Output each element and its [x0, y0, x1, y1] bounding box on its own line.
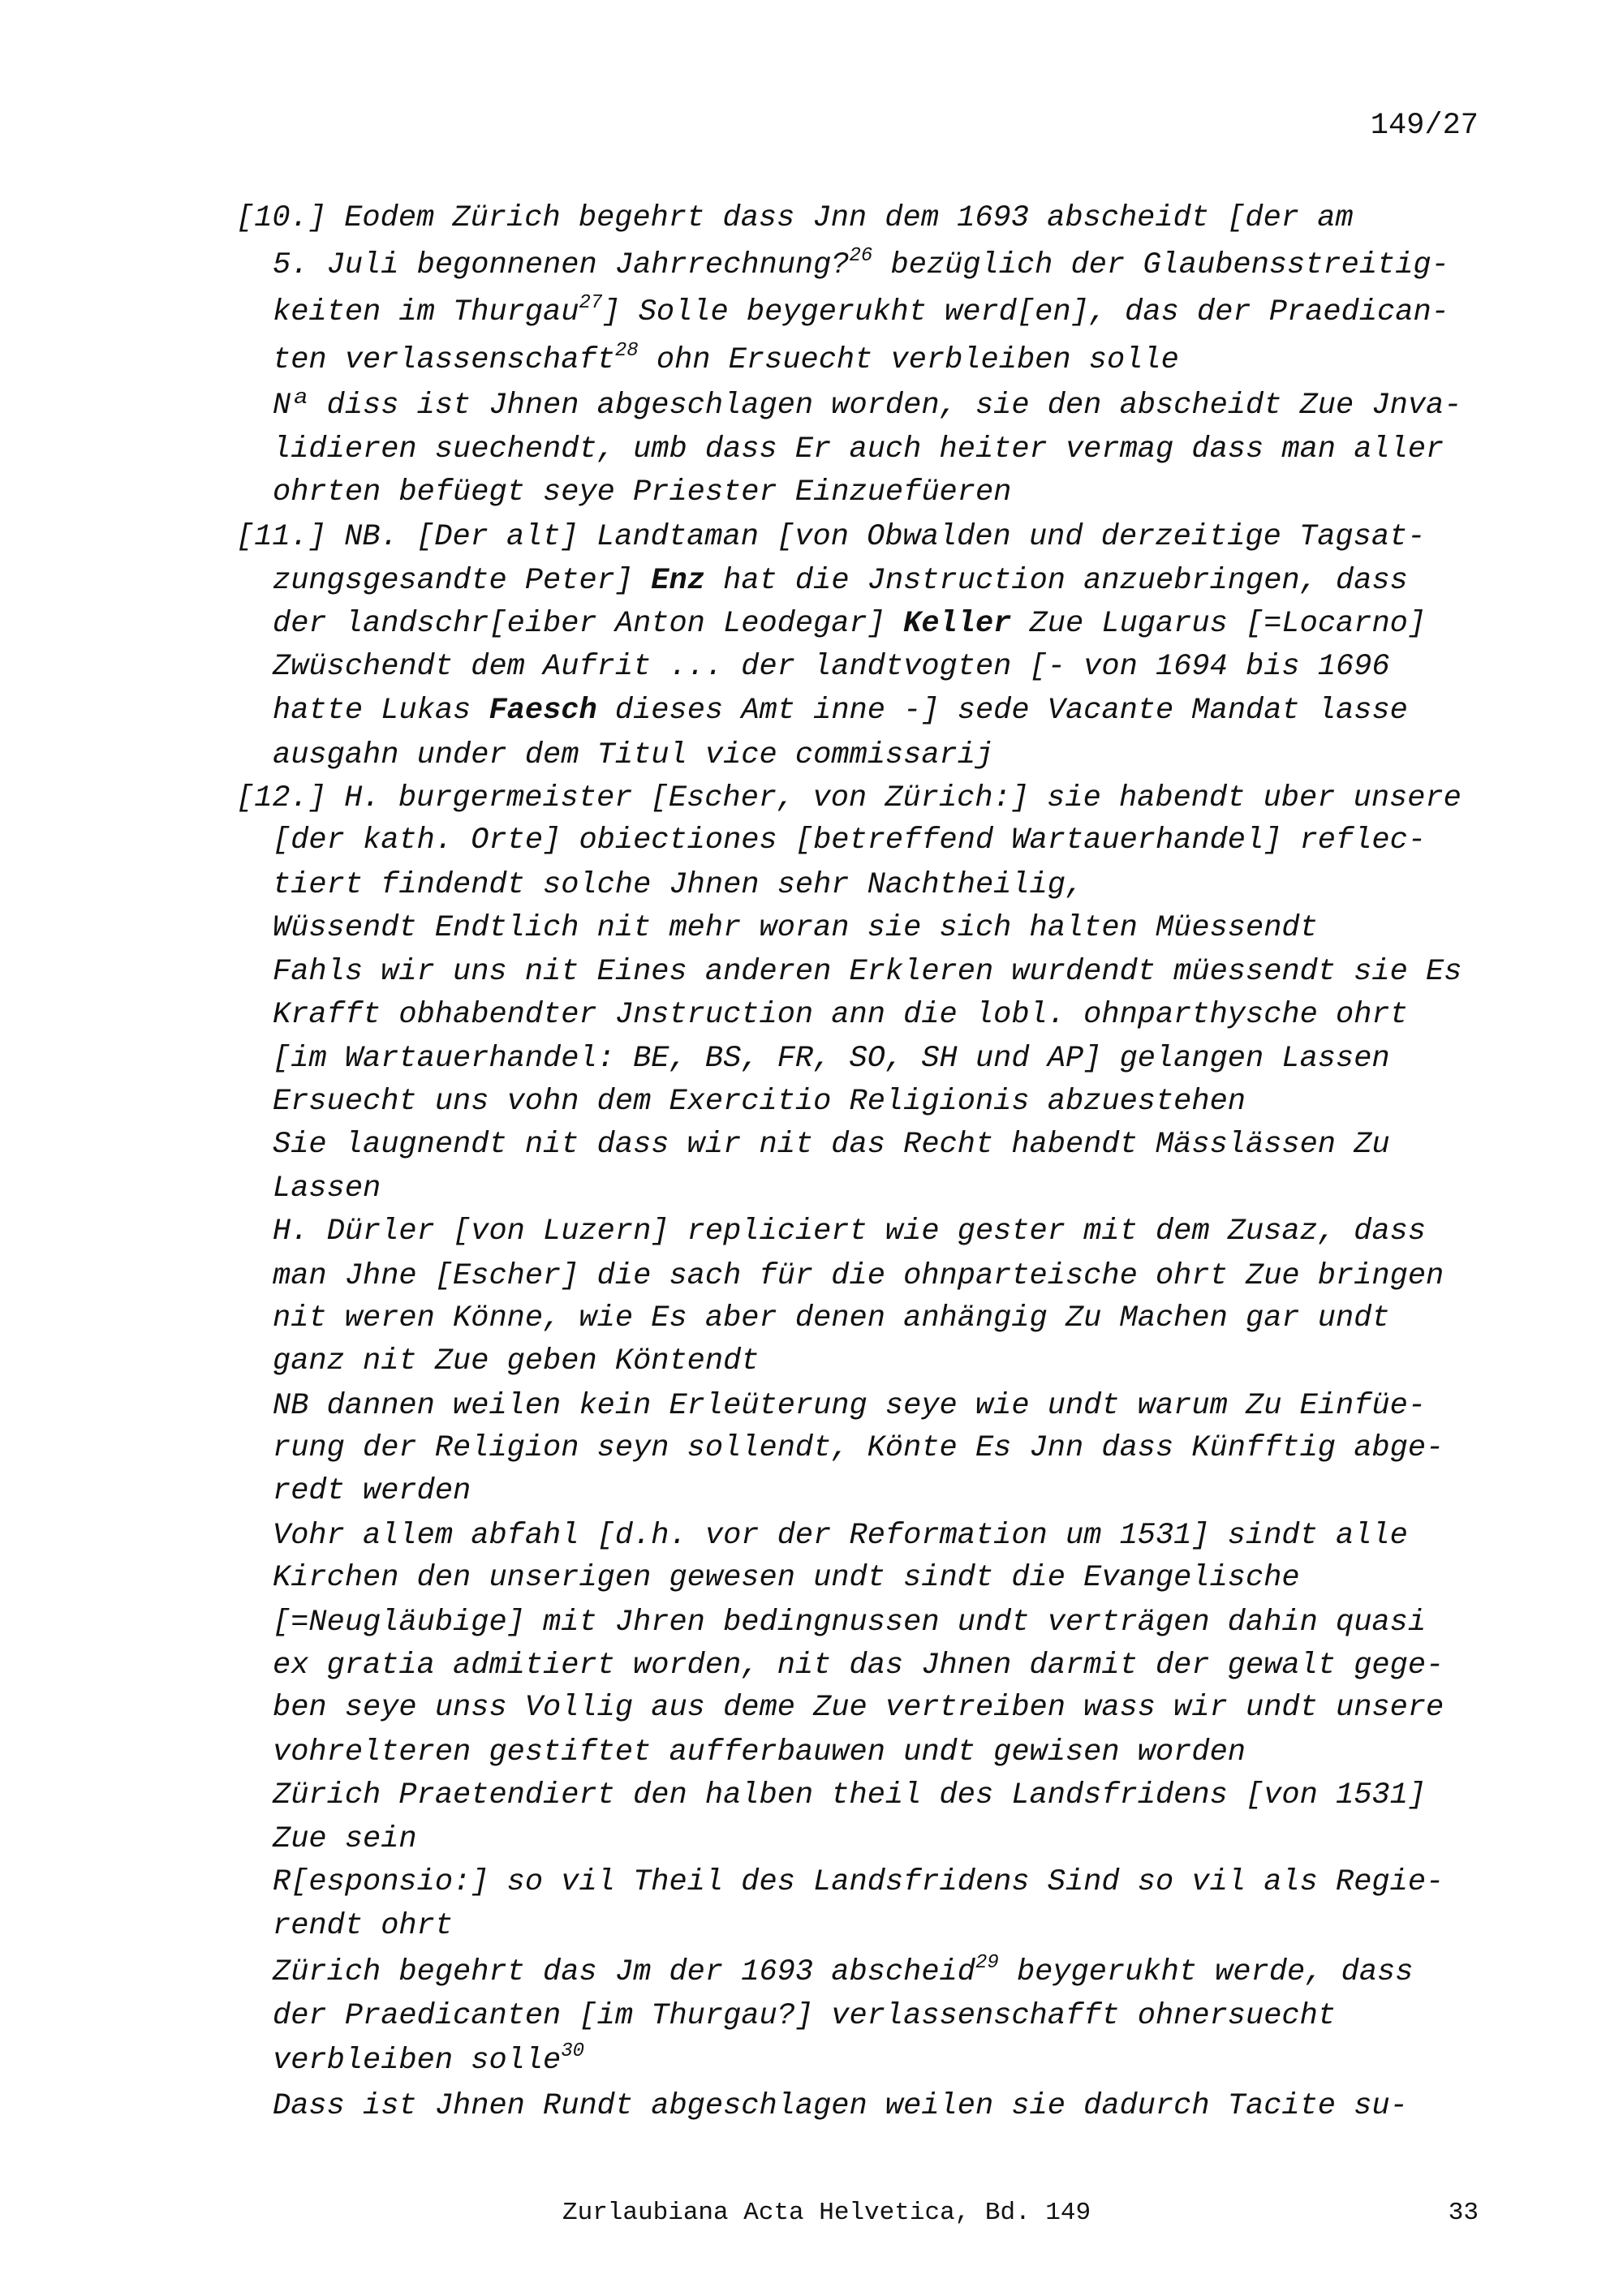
footnote-ref: 29 [975, 1952, 999, 1974]
text-line [273, 951, 1462, 993]
text-segment: ten verlassenschaft [273, 343, 615, 377]
text-line [273, 1255, 1444, 1297]
text-segment: redt werden [273, 1474, 471, 1508]
text-segment: hatte Lukas [273, 694, 489, 728]
text-line [273, 339, 1179, 385]
text-line [273, 1210, 1426, 1253]
text-segment: beygerukht werde, dass [998, 1955, 1414, 1989]
text-segment: keiten im Thurgau [273, 295, 579, 329]
text-segment: ausgahn under dem Titul vice commissarij [273, 738, 994, 772]
footer-page-number: 33 [1448, 2199, 1479, 2227]
text-segment: Dass ist Jhnen Rundt abgeschlagen weilen sie dadurch Tacite su- [273, 2089, 1408, 2123]
bold-name: Enz [651, 564, 705, 598]
text-segment: ohrten befüegt seye Priester Einzuefüeren [273, 475, 1012, 510]
text-line [273, 244, 1449, 290]
text-line [273, 690, 1408, 732]
text-segment: der Praedicanten [im Thurgau?] verlassenschafft ohnersuecht [273, 1999, 1337, 2033]
entry-first-line [236, 516, 1425, 558]
text-segment: Zwüschendt dem Aufrit ... der landtvogten [- von 1694 bis 1696 [273, 650, 1390, 684]
text-segment: Kirchen den unserigen gewesen undt sindt die Evangelische [273, 1561, 1300, 1595]
text-line [273, 1861, 1444, 1903]
text-segment: [10.] Eodem Zürich begehrt dass Jnn dem 1693 abscheidt [der am [236, 201, 1354, 235]
text-segment: rendt ohrt [273, 1909, 454, 1943]
text-segment: Sie laugnendt nit dass wir nit das Recht habendt Mässlässen Zu [273, 1128, 1390, 1162]
text-segment: ] Solle beygerukht werd[en], das der Praedican- [602, 295, 1449, 329]
text-line [273, 1167, 381, 1210]
text-line [273, 1297, 1390, 1339]
text-line [273, 560, 1408, 602]
text-line [273, 864, 1083, 906]
text-segment: der landschr[eiber Anton Leodegar] [273, 607, 904, 641]
text-segment: 5. Juli begonnenen Jahrrechnung? [273, 248, 850, 282]
page-reference: 149/27 [1370, 109, 1479, 143]
text-line [273, 1124, 1390, 1166]
text-line [273, 603, 1426, 645]
footnote-ref: 30 [561, 2040, 585, 2062]
text-segment: ohn Ersuecht verbleiben solle [638, 343, 1179, 377]
text-segment: ex gratia admitiert worden, nit das Jhnen darmit der gewalt gege- [273, 1649, 1444, 1683]
text-segment: Zürich Praetendiert den halben theil des Landsfridens [von 1531] [273, 1778, 1427, 1812]
text-segment: Fahls wir uns nit Eines anderen Erkleren wurdendt müessendt sie Es [273, 955, 1462, 989]
text-line [273, 1905, 453, 1947]
text-line [273, 1774, 1426, 1817]
text-segment: NB dannen weilen kein Erleüterung seye wie undt warum Zu Einfüe- [273, 1389, 1427, 1423]
text-line [273, 1081, 1246, 1123]
text-segment: nit weren Könne, wie Es aber denen anhängig Zu Machen gar undt [273, 1301, 1390, 1335]
text-segment: Lassen [273, 1172, 381, 1206]
text-segment: Wüssendt Endtlich nit mehr woran sie sich halten Müessendt [273, 911, 1318, 945]
text-segment: Zue sein [273, 1822, 417, 1856]
text-line [273, 1427, 1444, 1469]
text-segment: [=Neugläubige] mit Jhren bedingnussen undt verträgen dahin quasi [273, 1606, 1427, 1640]
text-line [273, 1515, 1408, 1557]
text-line [273, 1731, 1246, 1774]
text-line [273, 2040, 584, 2085]
text-segment: Zürich begehrt das Jm der 1693 abscheid [273, 1955, 975, 1989]
text-segment: lidieren suechendt, umb dass Er auch heiter vermag dass man aller [273, 432, 1444, 467]
text-line [273, 385, 1462, 427]
text-segment: Zue Lugarus [=Locarno] [1011, 607, 1427, 641]
text-segment: tiert findendt solche Jhnen sehr Nachtheilig, [273, 868, 1084, 902]
text-segment: rung der Religion seyn sollendt, Könte Es Jnn dass Künfftig abge- [273, 1431, 1444, 1465]
text-segment: Nª diss ist Jhnen abgeschlagen worden, sie den abscheidt Zue Jnva- [273, 389, 1462, 423]
text-line [273, 1645, 1444, 1687]
footnote-ref: 27 [579, 292, 603, 314]
text-segment: vohrelteren gestiftet aufferbauwen undt gewisen worden [273, 1735, 1246, 1769]
text-segment: verbleiben solle [273, 2044, 562, 2078]
bold-name: Keller [903, 607, 1012, 641]
text-line [273, 1818, 417, 1860]
text-line [273, 1038, 1390, 1080]
text-segment: H. Dürler [von Luzern] repliciert wie gester mit dem Zusaz, dass [273, 1215, 1427, 1249]
text-segment: dieses Amt inne -] sede Vacante Mandat lasse [596, 694, 1408, 728]
text-line [273, 2085, 1408, 2127]
footer-title: Zurlaubiana Acta Helvetica, Bd. 149 [562, 2199, 1091, 2227]
text-line [273, 907, 1318, 949]
text-line [273, 1340, 760, 1382]
text-segment: Vohr allem abfahl [d.h. vor der Reformation um 1531] sindt alle [273, 1519, 1408, 1553]
text-segment: [im Wartauerhandel: BE, BS, FR, SO, SH und AP] gelangen Lassen [273, 1042, 1390, 1076]
text-line [273, 1687, 1444, 1729]
text-line [273, 1951, 1413, 1997]
footnote-ref: 26 [849, 245, 873, 267]
text-segment: Ersuecht uns vohn dem Exercitio Religionis abzuestehen [273, 1085, 1246, 1119]
text-segment: [12.] H. burgermeister [Escher, von Zürich:] sie habendt uber unsere [236, 781, 1462, 815]
text-line [273, 646, 1390, 688]
footnote-ref: 28 [614, 340, 639, 362]
text-line [273, 734, 993, 776]
text-line [273, 1995, 1336, 2037]
text-segment: ganz nit Zue geben Köntendt [273, 1344, 760, 1378]
text-segment: [11.] NB. [Der alt] Landtaman [von Obwalden und derzeitige Tagsat- [236, 520, 1426, 554]
text-segment: man Jhne [Escher] die sach für die ohnparteische ohrt Zue bringen [273, 1259, 1444, 1293]
text-line [273, 1385, 1426, 1427]
text-segment: [der kath. Orte] obiectiones [betreffend Wartauerhandel] reflec- [273, 823, 1427, 858]
entry-first-line [236, 197, 1354, 239]
entry-first-line [236, 777, 1462, 819]
text-segment: hat die Jnstruction anzuebringen, dass [704, 564, 1408, 598]
text-line [273, 291, 1449, 337]
text-segment: zungsgesandte Peter] [273, 564, 652, 598]
text-segment: ben seye unss Vollig aus deme Zue vertreiben wass wir undt unsere [273, 1691, 1444, 1725]
text-line [273, 1470, 471, 1512]
bold-name: Faesch [489, 694, 597, 728]
text-segment: R[esponsio:] so vil Theil des Landsfridens Sind so vil als Regie- [273, 1865, 1444, 1899]
text-segment: Krafft obhabendter Jnstruction ann die lobl. ohnparthysche ohrt [273, 998, 1408, 1032]
text-line [273, 1602, 1426, 1644]
text-line [273, 471, 1011, 514]
text-line [273, 428, 1444, 471]
text-line [273, 994, 1408, 1036]
text-line [273, 819, 1426, 862]
text-line [273, 1557, 1300, 1599]
text-segment: bezüglich der Glaubensstreitig- [872, 248, 1449, 282]
